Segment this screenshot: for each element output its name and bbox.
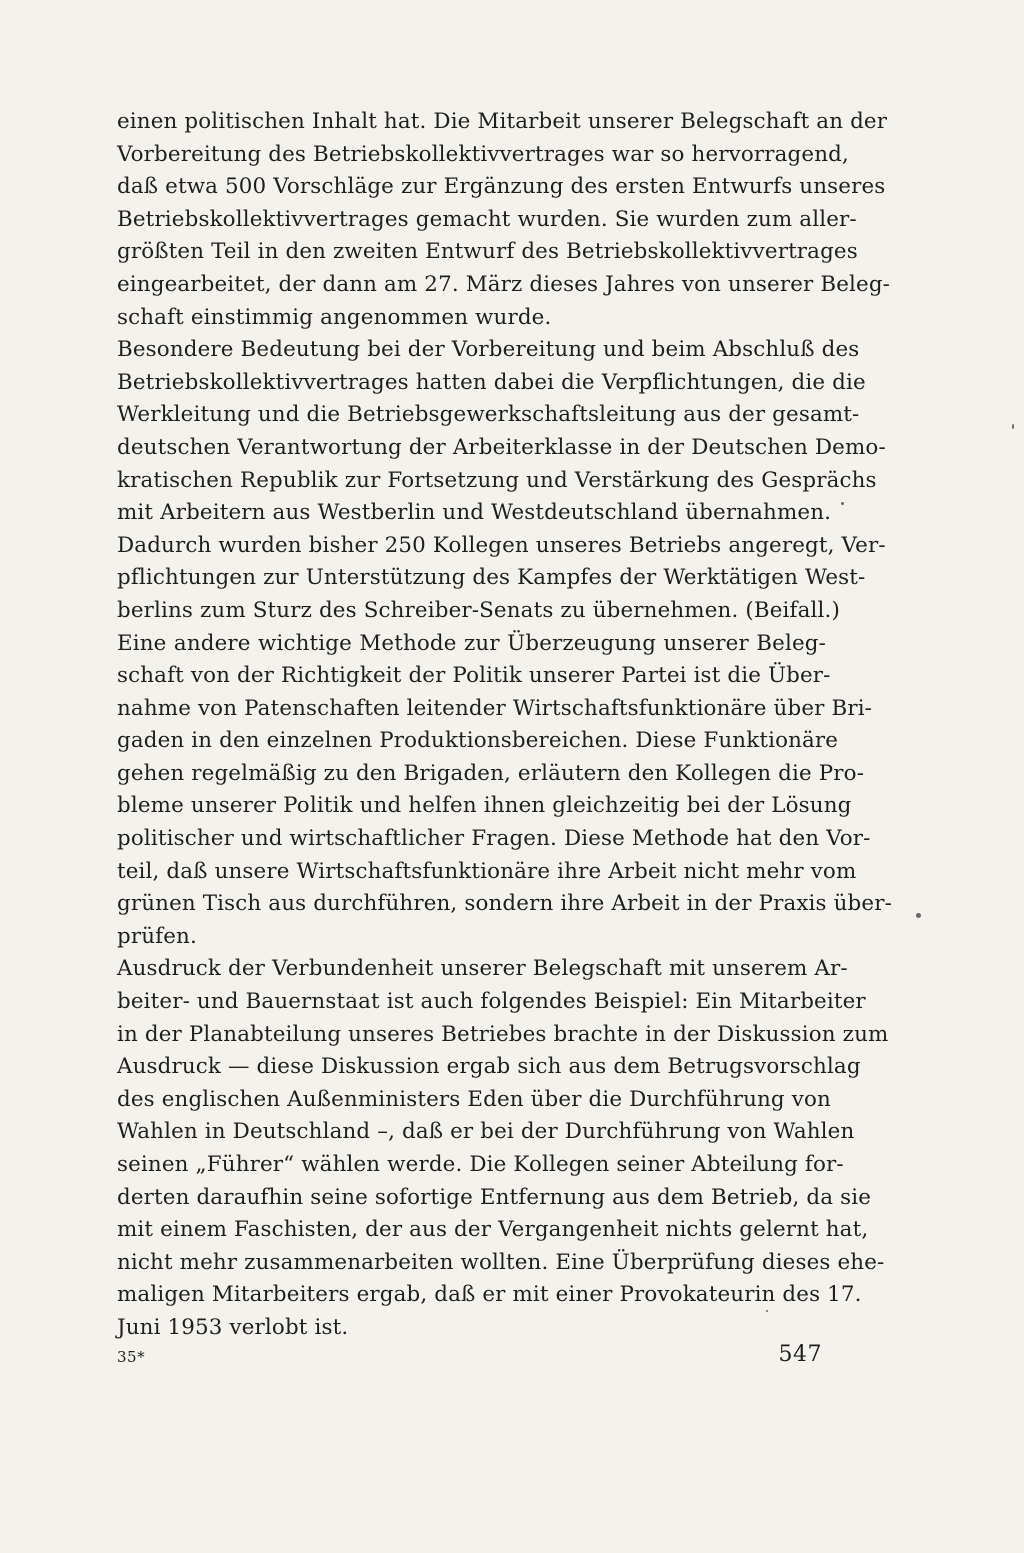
text-line: Vorbereitung des Betriebskollektivvertrages war so hervorragend,	[117, 141, 849, 167]
text-line: gehen regelmäßig zu den Brigaden, erläutern den Kollegen die Pro-	[117, 760, 865, 786]
paragraph-2	[117, 334, 886, 627]
paragraph-3	[117, 628, 892, 954]
text-line: bleme unserer Politik und helfen ihnen gleichzeitig bei der Lösung	[117, 793, 852, 819]
text-line: des englischen Außenministers Eden über die Durchführung von	[117, 1086, 831, 1112]
text-line: nicht mehr zusammenarbeiten wollten. Eine Überprüfung dieses ehe-	[117, 1249, 885, 1275]
text-line: mit einem Faschisten, der aus der Vergangenheit nichts gelernt hat,	[117, 1217, 869, 1243]
text-line: daß etwa 500 Vorschläge zur Ergänzung des ersten Entwurfs unseres	[117, 174, 886, 200]
text-line: seinen „Führer“ wählen werde. Die Kollegen seiner Abteilung for-	[117, 1152, 844, 1177]
scan-speck	[766, 1310, 768, 1312]
text-line: berlins zum Sturz des Schreiber-Senats zu übernehmen. (Beifall.)	[117, 597, 840, 623]
text-line: schaft von der Richtigkeit der Politik unserer Partei ist die Über-	[117, 663, 831, 689]
paragraph-1	[117, 106, 891, 334]
text-line: Eine andere wichtige Methode zur Überzeugung unserer Beleg-	[117, 630, 826, 656]
text-line: Wahlen in Deutschland –, daß er bei der Durchführung von Wahlen	[117, 1119, 855, 1145]
text-line: in der Planabteilung unseres Betriebes brachte in der Diskussion zum	[117, 1021, 889, 1047]
text-line: derten daraufhin seine sofortige Entfernung aus dem Betrieb, da sie	[117, 1184, 872, 1210]
text-line: nahme von Patenschaften leitender Wirtschaftsfunktionäre über Bri-	[117, 695, 873, 721]
text-line: politischer und wirtschaftlicher Fragen. Diese Methode hat den Vor-	[117, 826, 871, 852]
text-line: Betriebskollektivvertrages gemacht wurden. Sie wurden zum aller-	[117, 206, 857, 232]
page-number: 547	[778, 1342, 822, 1367]
text-line: gaden in den einzelnen Produktionsbereichen. Diese Funktionäre	[117, 728, 839, 754]
scan-speck	[1012, 424, 1014, 429]
text-line: deutschen Verantwortung der Arbeiterklasse in der Deutschen Demo-	[117, 434, 886, 460]
text-line: mit Arbeitern aus Westberlin und Westdeutschland übernahmen.	[117, 500, 832, 526]
text-line: Werkleitung und die Betriebsgewerkschaftsleitung aus der gesamt-	[117, 402, 860, 428]
text-line: einen politischen Inhalt hat. Die Mitarbeit unserer Belegschaft an der	[117, 109, 888, 134]
text-line: teil, daß unsere Wirtschaftsfunktionäre ihre Arbeit nicht mehr vom	[117, 858, 857, 884]
text-line: Dadurch wurden bisher 250 Kollegen unseres Betriebs angeregt, Ver-	[117, 532, 886, 558]
text-line: größten Teil in den zweiten Entwurf des Betriebskollektivvertrages	[117, 239, 858, 265]
text-line: grünen Tisch aus durchführen, sondern ihre Arbeit in der Praxis über-	[117, 891, 892, 917]
text-line: Betriebskollektivvertrages hatten dabei die Verpflichtungen, die die	[117, 369, 866, 395]
text-line: Ausdruck — diese Diskussion ergab sich aus dem Betrugsvorschlag	[117, 1054, 861, 1080]
page-footer	[117, 1342, 826, 1378]
text-line: Ausdruck der Verbundenheit unserer Belegschaft mit unserem Ar-	[117, 956, 848, 982]
text-line: Juni 1953 verlobt ist.	[117, 1314, 349, 1340]
text-line: Besondere Bedeutung bei der Vorbereitung und beim Abschluß des	[117, 337, 860, 363]
scan-speck	[841, 502, 844, 505]
paragraph-4	[117, 953, 889, 1344]
text-line: kratischen Republik zur Fortsetzung und Verstärkung des Gesprächs	[117, 467, 877, 493]
text-line: eingearbeitet, der dann am 27. März dieses Jahres von unserer Beleg-	[117, 271, 891, 297]
text-line: beiter- und Bauernstaat ist auch folgendes Beispiel: Ein Mitarbeiter	[117, 989, 866, 1015]
text-line: maligen Mitarbeiters ergab, daß er mit einer Provokateurin des 17.	[117, 1282, 862, 1308]
text-line: schaft einstimmig angenommen wurde.	[117, 304, 552, 330]
printer-signature: 35*	[117, 1348, 146, 1366]
text-line: prüfen.	[117, 923, 197, 949]
scan-speck	[916, 913, 921, 918]
text-line: pflichtungen zur Unterstützung des Kampfes der Werktätigen West-	[117, 565, 866, 591]
body-text	[117, 106, 892, 1345]
